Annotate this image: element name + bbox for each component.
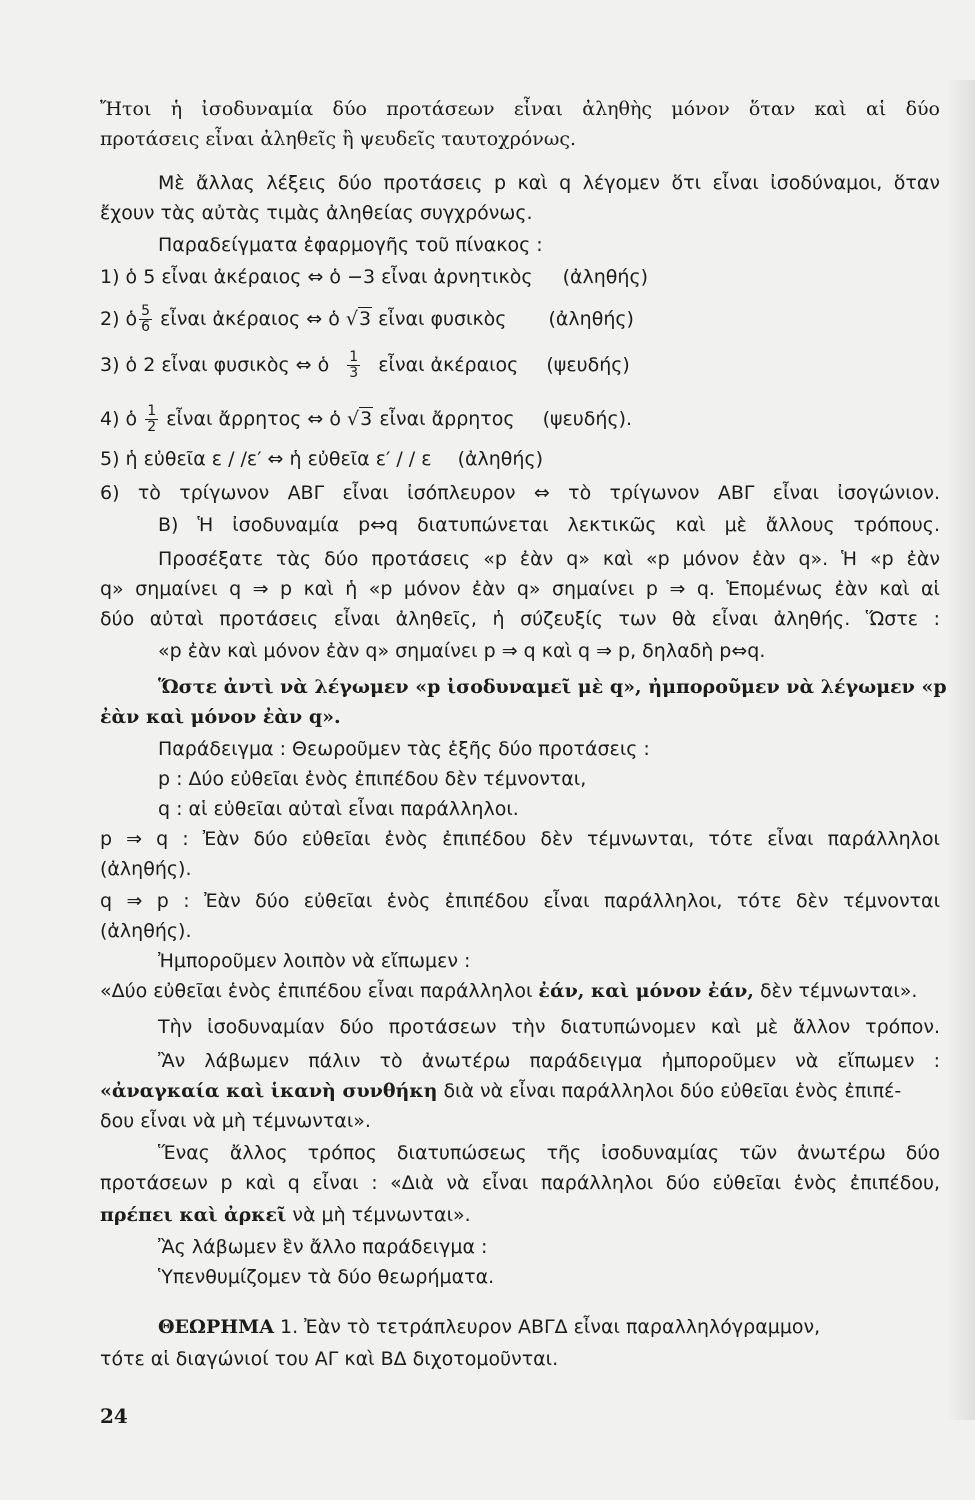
paragraph7-line2-post: διὰ νὰ εἶναι παράλληλοι δύο εὐθεῖαι ἑνὸς ἐπιπέ- xyxy=(443,1080,902,1102)
radicand: 3 xyxy=(360,408,373,430)
theorem-line2: τότε αἱ διαγώνιοί του ΑΓ καὶ ΒΔ διχοτομοῦνται. xyxy=(100,1348,559,1370)
paragraph9: Ἂς λάβωμεν ἓν ἄλλο παράδειγμα : xyxy=(158,1236,488,1258)
page-edge-shadow xyxy=(947,80,975,1420)
paragraph5-line2 xyxy=(100,978,940,1004)
theorem-label: ΘΕΩΡΗΜΑ xyxy=(158,1316,274,1338)
example-6: 6) τὸ τρίγωνον ΑΒΓ εἶναι ἰσόπλευρον ⇔ τὸ τρίγωνον ΑΒΓ εἶναι ἰσογώνιον. xyxy=(100,482,940,504)
fraction-numerator: 1 xyxy=(349,349,359,365)
paragraph5-line2-pre: «Δύο εὐθεῖαι ἑνὸς ἐπιπέδου εἶναι παράλληλοι xyxy=(100,980,533,1002)
example-5-verdict: (ἀληθής) xyxy=(457,448,544,470)
example-4-verdict: (ψευδής). xyxy=(542,408,633,430)
paragraph4-line2: ἐὰν καὶ μόνον ἐὰν q». xyxy=(100,706,341,728)
example2-q: q : αἱ εὐθεῖαι αὐταὶ εἶναι παράλληλοι. xyxy=(158,798,519,820)
paragraph3-line4: «p ἐὰν καὶ μόνον ἐὰν q» σημαίνει p ⇒ q καὶ q ⇒ p, δηλαδὴ p⇔q. xyxy=(158,640,766,662)
example-4-mid: εἶναι ἄρρητος ⇔ ὁ √ xyxy=(166,408,360,430)
example2-pq-line1: p ⇒ q : Ἐὰν δύο εὐθεῖαι ἑνὸς ἐπιπέδου δὲν τέμνωνται, τότε εἶναι παράλληλοι xyxy=(100,828,940,850)
example-4 xyxy=(100,404,940,435)
example2-p: p : Δύο εὐθεῖαι ἑνὸς ἐπιπέδου δὲν τέμνονται, xyxy=(158,768,587,790)
section-b: Β) Ἡ ἰσοδυναμία p⇔q διατυπώνεται λεκτικῶς καὶ μὲ ἄλλους τρόπους. xyxy=(158,514,940,536)
radicand: 3 xyxy=(359,308,372,330)
example-3-verdict: (ψευδής) xyxy=(546,354,630,376)
example-1 xyxy=(100,264,940,290)
fraction-denominator: 3 xyxy=(349,365,359,381)
paragraph7-line2 xyxy=(100,1078,940,1104)
theorem-line1-text: 1. Ἐὰν τὸ τετράπλευρον ΑΒΓΔ εἶναι παραλληλόγραμμον, xyxy=(280,1316,821,1338)
paragraph7-line1: Ἂν λάβωμεν πάλιν τὸ ἀνωτέρω παράδειγμα ἠμποροῦμεν νὰ εἴπωμεν : xyxy=(158,1050,940,1072)
paragraph2-line2: ἔχουν τὰς αὐτὰς τιμὰς ἀληθείας συγχρόνως. xyxy=(100,202,533,224)
fraction-denominator: 6 xyxy=(141,319,151,335)
paragraph1-line2: προτάσεις εἶναι ἀληθεῖς ἢ ψευδεῖς ταυτοχρόνως. xyxy=(100,128,577,150)
paragraph2-line1: Μὲ ἄλλας λέξεις δύο προτάσεις p καὶ q λέγομεν ὅτι εἶναι ἰσοδύναμοι, ὅταν xyxy=(158,172,940,194)
paragraph4-line1: Ὥστε ἀντὶ νὰ λέγωμεν «p ἰσοδυναμεῖ μὲ q», ἠμποροῦμεν νὰ λέγωμεν «p xyxy=(158,676,947,698)
example-2 xyxy=(100,304,940,335)
example-2-mid: εἶναι ἀκέραιος ⇔ ὁ √ xyxy=(160,308,358,330)
example-3-prefix: 3) ὁ 2 εἶναι φυσικὸς ⇔ ὁ xyxy=(100,354,330,376)
fraction-numerator: 5 xyxy=(141,303,151,319)
fraction-5-6 xyxy=(139,304,152,335)
paragraph5-line2-post: δὲν τέμνωνται». xyxy=(759,980,918,1002)
fraction-1-3 xyxy=(347,350,360,381)
fraction-denominator: 2 xyxy=(147,419,157,435)
paragraph8-line3-post: νὰ μὴ τέμνωνται». xyxy=(292,1204,471,1226)
example-3 xyxy=(100,350,940,381)
paragraph7-line2-bold: «ἀναγκαία καὶ ἱκανὴ συνθήκη xyxy=(100,1080,438,1102)
paragraph8-line3-bold: πρέπει καὶ ἀρκεῖ xyxy=(100,1204,287,1226)
example-1-text: 1) ὁ 5 εἶναι ἀκέραιος ⇔ ὁ −3 εἶναι ἀρνητικὸς xyxy=(100,266,533,288)
example2-qp-line2: (ἀληθής). xyxy=(100,920,192,942)
fraction-numerator: 1 xyxy=(147,403,157,419)
paragraph3-line2: q» σημαίνει q ⇒ p καὶ ἡ «p μόνον ἐὰν q» σημαίνει p ⇒ q. Ἑπομένως ἐὰν καὶ αἱ xyxy=(100,578,940,600)
fraction-1-2 xyxy=(145,404,158,435)
examples-intro: Παραδείγματα ἐφαρμογῆς τοῦ πίνακος : xyxy=(158,234,543,256)
example-2-verdict: (ἀληθής) xyxy=(548,308,634,330)
paragraph8-line2: προτάσεων p καὶ q εἶναι : «Διὰ νὰ εἶναι παράλληλοι δύο εὐθεῖαι ἑνὸς ἐπιπέδου, xyxy=(100,1172,940,1194)
paragraph1-line1: Ἤτοι ἡ ἰσοδυναμία δύο προτάσεων εἶναι ἀληθὴς μόνον ὅταν καὶ αἱ δύο xyxy=(100,98,940,120)
paragraph5-line2-bold: ἐάν, καὶ μόνον ἐάν, xyxy=(538,980,754,1002)
example-1-verdict: (ἀληθής) xyxy=(562,266,649,288)
example-2-tail: εἶναι φυσικὸς xyxy=(378,308,507,330)
paragraph10: Ὑπενθυμίζομεν τὰ δύο θεωρήματα. xyxy=(158,1266,495,1288)
example-4-prefix: 4) ὁ xyxy=(100,408,138,430)
page-number: 24 xyxy=(100,1404,128,1428)
example2-intro: Παράδειγμα : Θεωροῦμεν τὰς ἑξῆς δύο προτάσεις : xyxy=(158,738,650,760)
example-5-text: 5) ἡ εὐθεῖα ε / /ε′ ⇔ ἡ εὐθεῖα ε′ / / ε xyxy=(100,448,432,470)
example2-qp-line1: q ⇒ p : Ἐὰν δύο εὐθεῖαι ἑνὸς ἐπιπέδου εἶναι παράλληλοι, τότε δὲν τέμνονται xyxy=(100,890,940,912)
paragraph3-line3: δύο αὐταὶ προτάσεις εἶναι ἀληθεῖς, ἡ σύζευξίς των θὰ εἶναι ἀληθής. Ὥστε : xyxy=(100,608,940,630)
example2-pq-line2: (ἀληθής). xyxy=(100,858,192,880)
paragraph3-line1: Προσέξατε τὰς δύο προτάσεις «p ἐὰν q» καὶ «p μόνον ἐὰν q». Ἡ «p ἐὰν xyxy=(158,548,940,570)
paragraph7-line3: δου εἶναι νὰ μὴ τέμνωνται». xyxy=(100,1110,371,1132)
paragraph6: Τὴν ἰσοδυναμίαν δύο προτάσεων τὴν διατυπώνομεν καὶ μὲ ἄλλον τρόπον. xyxy=(158,1016,940,1038)
paragraph5-line1: Ἠμποροῦμεν λοιπὸν νὰ εἴπωμεν : xyxy=(158,950,471,972)
example-4-tail: εἶναι ἄρρητος xyxy=(379,408,515,430)
example-5 xyxy=(100,446,940,472)
paragraph8-line1: Ἕνας ἄλλος τρόπος διατυπώσεως τῆς ἰσοδυναμίας τῶν ἀνωτέρω δύο xyxy=(158,1142,940,1164)
example-2-prefix: 2) ὁ xyxy=(100,308,138,330)
paragraph8-line3 xyxy=(100,1202,940,1228)
example-3-tail: εἶναι ἀκέραιος xyxy=(378,354,519,376)
theorem-line1 xyxy=(158,1314,940,1340)
